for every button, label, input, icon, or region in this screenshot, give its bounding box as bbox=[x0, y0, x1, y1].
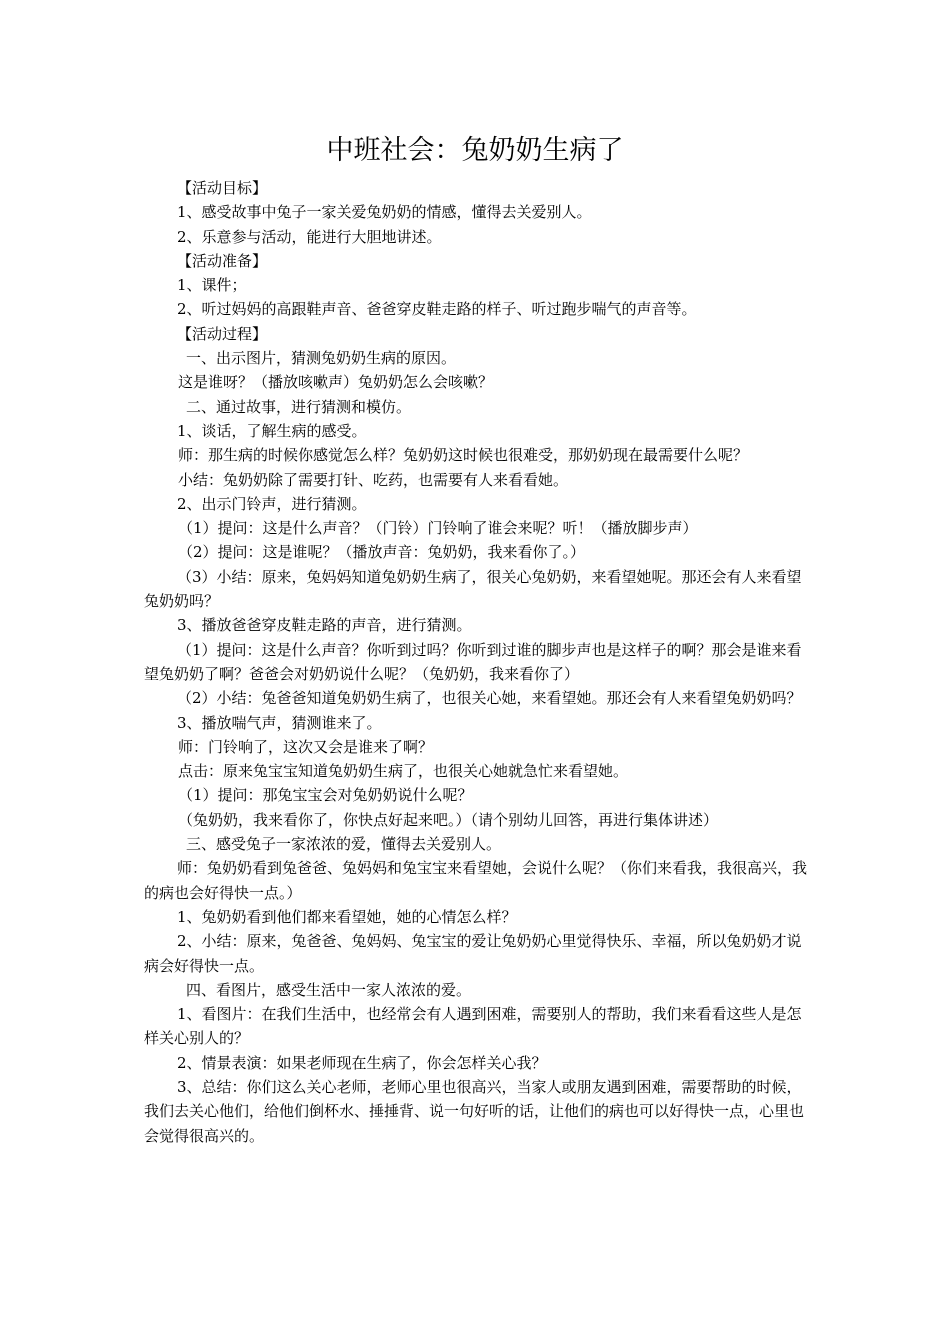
paragraph: 【活动过程】 bbox=[177, 324, 268, 343]
paragraph: 三、感受兔子一家浓浓的爱，懂得去关爱别人。 bbox=[186, 835, 502, 854]
paragraph: 四、看图片，感受生活中一家人浓浓的爱。 bbox=[186, 980, 472, 999]
paragraph: 3、播放喘气声，猜测谁来了。 bbox=[177, 713, 382, 732]
paragraph: 2、听过妈妈的高跟鞋声音、爸爸穿皮鞋走路的样子、听过跑步喘气的声音等。 bbox=[177, 300, 697, 319]
paragraph: 师：门铃响了，这次又会是谁来了啊？ bbox=[178, 737, 434, 756]
paragraph: 1、谈话，了解生病的感受。 bbox=[177, 421, 367, 440]
paragraph: 小结：兔奶奶除了需要打针、吃药，也需要有人来看看她。 bbox=[178, 470, 569, 489]
paragraph: 二、通过故事，进行猜测和模仿。 bbox=[186, 397, 412, 416]
document-title: 中班社会：兔奶奶生病了 bbox=[326, 135, 624, 166]
paragraph: 2、乐意参与活动，能进行大胆地讲述。 bbox=[177, 227, 442, 246]
paragraph: 2、情景表演：如果老师现在生病了，你会怎样关心我？ bbox=[177, 1053, 547, 1072]
paragraph: 点击：原来兔宝宝知道兔奶奶生病了，也很关心她就急忙来看望她。 bbox=[178, 762, 629, 781]
paragraph: 1、课件； bbox=[177, 276, 247, 295]
paragraph: 1、感受故事中兔子一家关爱兔奶奶的情感，懂得去关爱别人。 bbox=[177, 203, 592, 222]
paragraph: 【活动目标】 bbox=[177, 179, 268, 197]
paragraph: 3、总结：你们这么关心老师，老师心里也很高兴，当家人或朋友遇到困难，需要帮助的时候，我们去关心他们，给他们倒杯水、捶捶背、说一句好听的话，让他们的病也可以好得快一点，心里也会觉得很高兴的。 bbox=[144, 1077, 805, 1145]
paragraph: （3）小结：原来，兔妈妈知道兔奶奶生病了，很关心兔奶奶，来看望她呢。那还会有人来看望兔奶奶吗？ bbox=[144, 567, 802, 611]
paragraph: 1、兔奶奶看到他们都来看望她，她的心情怎么样？ bbox=[177, 907, 517, 926]
paragraph: 【活动准备】 bbox=[177, 251, 268, 270]
paragraph: （2）小结：兔爸爸知道兔奶奶生病了，也很关心她，来看望她。那还会有人来看望兔奶奶吗？ bbox=[177, 689, 802, 708]
paragraph: 一、出示图片，猜测兔奶奶生病的原因。 bbox=[186, 349, 457, 368]
paragraph: 师：那生病的时候你感觉怎么样？兔奶奶这时候也很难受，那奶奶现在最需要什么呢？ bbox=[178, 446, 749, 465]
paragraph: （1）提问：这是什么声音？（门铃）门铃响了谁会来呢？听！（播放脚步声） bbox=[178, 519, 698, 538]
document-body bbox=[144, 176, 810, 1148]
paragraph: 师：兔奶奶看到兔爸爸、兔妈妈和兔宝宝来看望她，会说什么呢？（你们来看我，我很高兴，我的病也会好得快一点。） bbox=[144, 859, 808, 902]
paragraph: （1）提问：那兔宝宝会对兔奶奶说什么呢？ bbox=[178, 786, 473, 805]
paragraph: 1、看图片：在我们生活中，也经常会有人遇到困难，需要别人的帮助，我们来看看这些人是怎样关心别人的？ bbox=[144, 1005, 802, 1048]
paragraph: （兔奶奶，我来看你了，你快点好起来吧。）（请个别幼儿回答，再进行集体讲述） bbox=[178, 810, 719, 829]
paragraph: 3、播放爸爸穿皮鞋走路的声音，进行猜测。 bbox=[177, 616, 472, 635]
paragraph: 2、小结：原来，兔爸爸、兔妈妈、兔宝宝的爱让兔奶奶心里觉得快乐、幸福，所以兔奶奶才说病会好得快一点。 bbox=[144, 932, 802, 975]
paragraph: 这是谁呀？（播放咳嗽声）兔奶奶怎么会咳嗽？ bbox=[178, 373, 494, 392]
paragraph: （2）提问：这是谁呢？（播放声音：兔奶奶，我来看你了。） bbox=[178, 543, 586, 562]
paragraph: 2、出示门铃声，进行猜测。 bbox=[177, 494, 367, 513]
paragraph: （1）提问：这是什么声音？你听到过吗？你听到过谁的脚步声也是这样子的啊？那会是谁来看望兔奶奶了啊？爸爸会对奶奶说什么呢？（兔奶奶，我来看你了） bbox=[144, 640, 802, 683]
